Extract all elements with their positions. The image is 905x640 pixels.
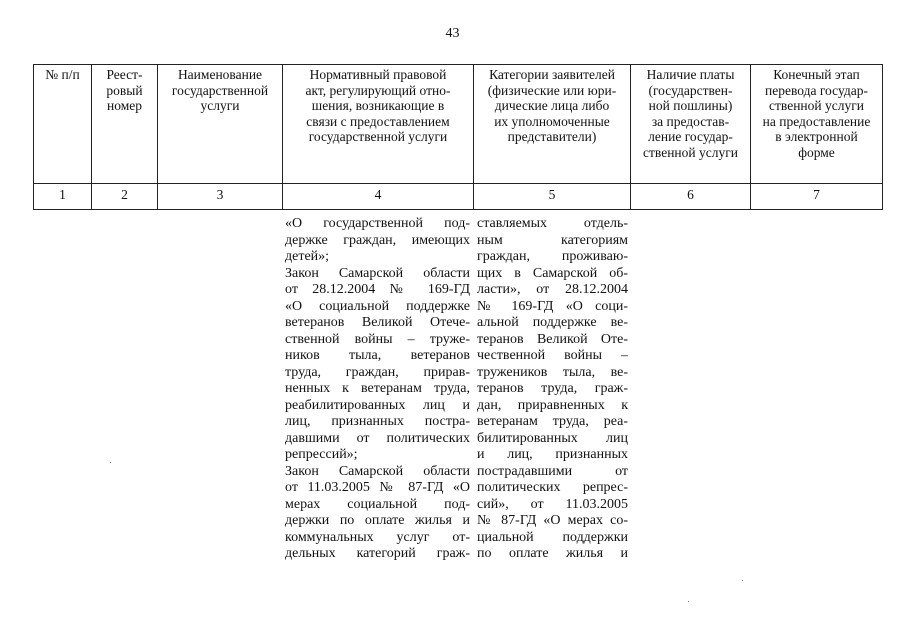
text-line: № 169-ГД «О соци- [477, 298, 628, 314]
header-line: Наименование [177, 67, 263, 82]
text-line: от 11.03.2005 № 87-ГД «О [285, 480, 470, 495]
header-line: в электронной [775, 129, 858, 144]
registry-table [33, 64, 883, 210]
header-cell-4 [283, 65, 474, 184]
header-line: Категории заявителей [489, 67, 615, 82]
text-line: репрессий»; [285, 447, 358, 462]
text-line: мерах социальной под- [285, 496, 470, 512]
scan-speck [688, 601, 689, 602]
text-line: труда, граждан, прирав- [285, 364, 470, 380]
header-line: их уполномоченные [494, 113, 610, 129]
header-line: (физические или юри- [487, 82, 617, 98]
text-line: дан, приравненных к [477, 397, 628, 413]
header-cell-2 [92, 65, 158, 184]
header-line: № п/п [45, 67, 80, 82]
text-line: дельных категорий граж- [285, 546, 470, 561]
text-line: тружеников тыла, ве- [477, 364, 628, 380]
header-line: ровый [106, 82, 143, 98]
header-line: перевода государ- [765, 82, 868, 98]
header-line: Конечный этап [773, 67, 860, 82]
header-line: ственной услуги [643, 144, 738, 160]
text-line: Закон Самарской области [285, 463, 470, 479]
page-number: 43 [445, 26, 460, 41]
column-4-continuation [285, 216, 470, 563]
header-line: государственной услуги [308, 129, 448, 144]
header-line: Нормативный правовой [309, 67, 447, 82]
text-line: ветеранов Великой Отече- [285, 315, 470, 330]
text-line: сий», от 11.03.2005 [477, 496, 628, 512]
header-line: (государствен- [648, 82, 733, 98]
header-line: акт, регулирующий отно- [305, 82, 451, 98]
text-line: щих в Самарской об- [477, 265, 628, 281]
scan-speck [110, 462, 111, 463]
text-line: ненных к ветеранам труда, [285, 381, 470, 396]
header-line: дические лица либо [494, 98, 610, 113]
header-line: ление государ- [648, 129, 733, 144]
text-line: политических репрес- [477, 480, 628, 495]
header-line: за предостав- [651, 113, 730, 129]
column-number-1: 1 [34, 184, 92, 210]
text-line: билитированных лиц [477, 430, 628, 446]
text-line: держке граждан, имеющих [285, 232, 470, 248]
header-line: на предоставление [762, 113, 871, 129]
text-line: пострадавшими от [477, 463, 628, 479]
text-line: ставляемых отдель- [477, 216, 628, 231]
header-line: ной пошлины) [648, 98, 733, 113]
column-number-7: 7 [751, 184, 883, 210]
column-number-3: 3 [158, 184, 283, 210]
column-number-2: 2 [92, 184, 158, 210]
scan-speck [742, 580, 743, 581]
text-line: циальной поддержки [477, 529, 628, 545]
header-line: представители) [507, 129, 597, 144]
text-line: альной поддержке ве- [477, 315, 628, 330]
text-line: давшими от политических [285, 430, 470, 446]
header-line: Реест- [106, 67, 143, 82]
header-line: шения, возникающие в [311, 98, 445, 113]
text-line: ным категориям [477, 232, 628, 248]
column-number-5: 5 [474, 184, 631, 210]
header-cell-7 [751, 65, 883, 184]
header-cell-6 [631, 65, 751, 184]
text-line: «О государственной под- [285, 216, 470, 231]
table-header-row [34, 65, 883, 184]
header-line: ственной услуги [769, 98, 864, 113]
text-line: и лиц, признанных [477, 447, 628, 462]
text-line: Закон Самарской области [285, 265, 470, 281]
text-line: реабилитированных лиц и [285, 397, 470, 413]
header-line: форме [798, 144, 835, 160]
header-cell-3 [158, 65, 283, 184]
text-line: теранов Великой Оте- [477, 331, 628, 347]
header-line: государственной [171, 82, 269, 98]
header-cell-1 [34, 65, 92, 184]
text-line: граждан, проживаю- [477, 249, 628, 264]
header-line: связи с предоставлением [306, 113, 450, 129]
text-line: чественной войны – [477, 348, 628, 363]
header-line: услуги [200, 98, 240, 113]
column-number-4: 4 [283, 184, 474, 210]
header-cell-5 [474, 65, 631, 184]
text-line: держки по оплате жилья и [285, 513, 470, 528]
column-number-6: 6 [631, 184, 751, 210]
table-number-row [34, 184, 883, 210]
column-5-continuation [477, 216, 628, 563]
text-line: от 28.12.2004 № 169-ГД [285, 282, 470, 297]
text-line: ласти», от 28.12.2004 [477, 282, 628, 297]
text-line: ветеранам труда, реа- [477, 414, 628, 429]
text-line: лиц, признанных постра- [285, 414, 470, 429]
header-line: номер [106, 98, 142, 113]
text-line: детей»; [285, 249, 330, 264]
text-line: ственной войны – труже- [285, 331, 470, 347]
text-line: теранов труда, граж- [477, 381, 628, 396]
text-line: по оплате жилья и [477, 546, 628, 561]
text-line: № 87-ГД «О мерах со- [477, 513, 628, 528]
text-line: «О социальной поддержке [285, 298, 470, 314]
header-line: Наличие платы [646, 67, 735, 82]
text-line: ников тыла, ветеранов [285, 348, 470, 363]
text-line: коммунальных услуг от- [285, 529, 470, 545]
